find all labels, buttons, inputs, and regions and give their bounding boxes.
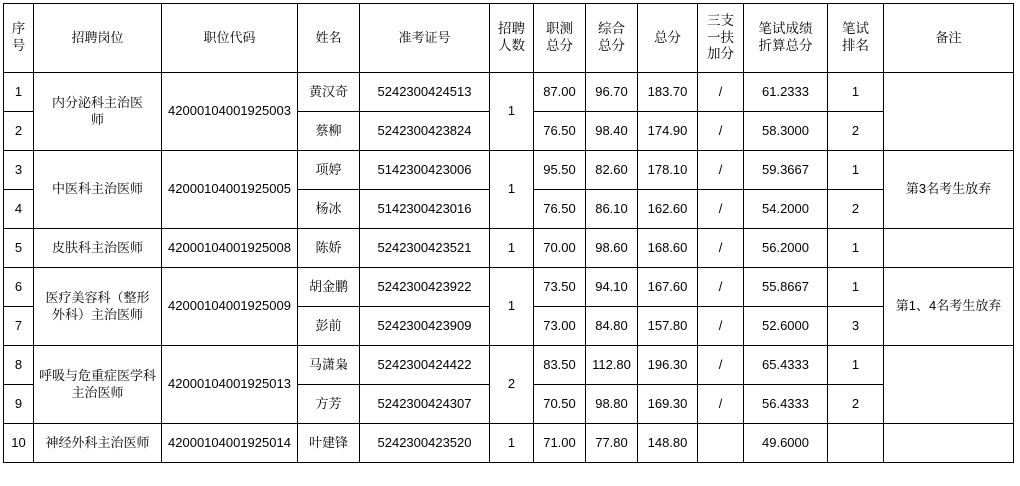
cell-remark bbox=[884, 73, 1014, 151]
cell-seq: 7 bbox=[4, 307, 34, 346]
cell-name: 马潇枭 bbox=[298, 346, 360, 385]
header-post: 招聘岗位 bbox=[34, 4, 162, 73]
cell-seq: 5 bbox=[4, 229, 34, 268]
table-row bbox=[4, 229, 1014, 268]
cell-name: 叶建锋 bbox=[298, 424, 360, 463]
header-rank: 笔试 排名 bbox=[828, 4, 884, 73]
cell-bonus: / bbox=[698, 268, 744, 307]
cell-hire-count: 1 bbox=[490, 73, 534, 151]
cell-bonus: / bbox=[698, 151, 744, 190]
cell-post: 中医科主治医师 bbox=[34, 151, 162, 229]
table-row bbox=[4, 346, 1014, 385]
cell-post: 神经外科主治医师 bbox=[34, 424, 162, 463]
cell-converted: 55.8667 bbox=[744, 268, 828, 307]
cell-zhice: 70.00 bbox=[534, 229, 586, 268]
cell-post: 皮肤科主治医师 bbox=[34, 229, 162, 268]
cell-total: 196.30 bbox=[638, 346, 698, 385]
cell-zhice: 83.50 bbox=[534, 346, 586, 385]
cell-zonghe: 82.60 bbox=[586, 151, 638, 190]
cell-seq: 4 bbox=[4, 190, 34, 229]
header-code: 职位代码 bbox=[162, 4, 298, 73]
header-bonus: 三支 一扶 加分 bbox=[698, 4, 744, 73]
cell-seq: 2 bbox=[4, 112, 34, 151]
cell-zonghe: 98.80 bbox=[586, 385, 638, 424]
cell-zhice: 95.50 bbox=[534, 151, 586, 190]
cell-remark: 第3名考生放弃 bbox=[884, 151, 1014, 229]
cell-ticket: 5242300423521 bbox=[360, 229, 490, 268]
cell-converted: 59.3667 bbox=[744, 151, 828, 190]
header-zhice-total: 职测 总分 bbox=[534, 4, 586, 73]
cell-total: 168.60 bbox=[638, 229, 698, 268]
cell-total: 167.60 bbox=[638, 268, 698, 307]
cell-total: 157.80 bbox=[638, 307, 698, 346]
cell-ticket: 5242300424307 bbox=[360, 385, 490, 424]
cell-seq: 9 bbox=[4, 385, 34, 424]
cell-converted: 52.6000 bbox=[744, 307, 828, 346]
cell-rank: 1 bbox=[828, 73, 884, 112]
cell-converted: 56.2000 bbox=[744, 229, 828, 268]
cell-converted: 49.6000 bbox=[744, 424, 828, 463]
cell-bonus: / bbox=[698, 190, 744, 229]
cell-ticket: 5242300423909 bbox=[360, 307, 490, 346]
cell-total: 174.90 bbox=[638, 112, 698, 151]
cell-name: 陈娇 bbox=[298, 229, 360, 268]
cell-ticket: 5242300424422 bbox=[360, 346, 490, 385]
header-hire-count: 招聘 人数 bbox=[490, 4, 534, 73]
cell-zonghe: 86.10 bbox=[586, 190, 638, 229]
cell-seq: 8 bbox=[4, 346, 34, 385]
cell-seq: 3 bbox=[4, 151, 34, 190]
cell-name: 黄汉奇 bbox=[298, 73, 360, 112]
cell-rank: 1 bbox=[828, 268, 884, 307]
cell-total: 148.80 bbox=[638, 424, 698, 463]
cell-ticket: 5242300423824 bbox=[360, 112, 490, 151]
cell-code: 42000104001925014 bbox=[162, 424, 298, 463]
header-zonghe-total: 综合 总分 bbox=[586, 4, 638, 73]
cell-hire-count: 1 bbox=[490, 151, 534, 229]
header-remark: 备注 bbox=[884, 4, 1014, 73]
cell-bonus: / bbox=[698, 385, 744, 424]
cell-remark bbox=[884, 424, 1014, 463]
cell-ticket: 5242300423520 bbox=[360, 424, 490, 463]
header-converted-total: 笔试成绩 折算总分 bbox=[744, 4, 828, 73]
cell-zhice: 87.00 bbox=[534, 73, 586, 112]
cell-total: 178.10 bbox=[638, 151, 698, 190]
cell-post: 呼吸与危重症医学科 主治医师 bbox=[34, 346, 162, 424]
table-row bbox=[4, 73, 1014, 112]
table-header-row bbox=[4, 4, 1014, 73]
cell-rank: 3 bbox=[828, 307, 884, 346]
cell-hire-count: 2 bbox=[490, 346, 534, 424]
cell-converted: 58.3000 bbox=[744, 112, 828, 151]
cell-ticket: 5142300423016 bbox=[360, 190, 490, 229]
cell-zonghe: 77.80 bbox=[586, 424, 638, 463]
cell-bonus bbox=[698, 424, 744, 463]
cell-remark bbox=[884, 346, 1014, 424]
cell-bonus: / bbox=[698, 346, 744, 385]
cell-ticket: 5242300423922 bbox=[360, 268, 490, 307]
cell-code: 42000104001925005 bbox=[162, 151, 298, 229]
header-total: 总分 bbox=[638, 4, 698, 73]
cell-seq: 10 bbox=[4, 424, 34, 463]
cell-hire-count: 1 bbox=[490, 268, 534, 346]
cell-name: 胡金鹏 bbox=[298, 268, 360, 307]
cell-post: 医疗美容科（整形 外科）主治医师 bbox=[34, 268, 162, 346]
table-row bbox=[4, 424, 1014, 463]
cell-converted: 56.4333 bbox=[744, 385, 828, 424]
cell-bonus: / bbox=[698, 112, 744, 151]
cell-rank: 2 bbox=[828, 112, 884, 151]
cell-zhice: 76.50 bbox=[534, 112, 586, 151]
cell-converted: 65.4333 bbox=[744, 346, 828, 385]
recruitment-results-table bbox=[3, 3, 1014, 463]
cell-hire-count: 1 bbox=[490, 424, 534, 463]
cell-bonus: / bbox=[698, 307, 744, 346]
cell-seq: 1 bbox=[4, 73, 34, 112]
cell-zhice: 71.00 bbox=[534, 424, 586, 463]
cell-code: 42000104001925013 bbox=[162, 346, 298, 424]
cell-zhice: 76.50 bbox=[534, 190, 586, 229]
cell-remark bbox=[884, 229, 1014, 268]
cell-name: 杨冰 bbox=[298, 190, 360, 229]
cell-bonus: / bbox=[698, 229, 744, 268]
cell-rank: 1 bbox=[828, 229, 884, 268]
cell-rank: 2 bbox=[828, 190, 884, 229]
cell-post: 内分泌科主治医 师 bbox=[34, 73, 162, 151]
cell-zhice: 70.50 bbox=[534, 385, 586, 424]
cell-total: 162.60 bbox=[638, 190, 698, 229]
cell-rank: 1 bbox=[828, 151, 884, 190]
cell-code: 42000104001925003 bbox=[162, 73, 298, 151]
cell-seq: 6 bbox=[4, 268, 34, 307]
cell-zhice: 73.50 bbox=[534, 268, 586, 307]
header-name: 姓名 bbox=[298, 4, 360, 73]
cell-remark: 第1、4名考生放弃 bbox=[884, 268, 1014, 346]
cell-converted: 54.2000 bbox=[744, 190, 828, 229]
cell-name: 彭前 bbox=[298, 307, 360, 346]
cell-name: 项婷 bbox=[298, 151, 360, 190]
cell-hire-count: 1 bbox=[490, 229, 534, 268]
cell-zonghe: 98.60 bbox=[586, 229, 638, 268]
cell-zonghe: 98.40 bbox=[586, 112, 638, 151]
cell-zhice: 73.00 bbox=[534, 307, 586, 346]
cell-zonghe: 96.70 bbox=[586, 73, 638, 112]
cell-code: 42000104001925009 bbox=[162, 268, 298, 346]
cell-name: 方芳 bbox=[298, 385, 360, 424]
cell-rank bbox=[828, 424, 884, 463]
header-seq: 序 号 bbox=[4, 4, 34, 73]
cell-zonghe: 112.80 bbox=[586, 346, 638, 385]
cell-rank: 1 bbox=[828, 346, 884, 385]
cell-code: 42000104001925008 bbox=[162, 229, 298, 268]
cell-ticket: 5242300424513 bbox=[360, 73, 490, 112]
cell-total: 169.30 bbox=[638, 385, 698, 424]
cell-name: 蔡柳 bbox=[298, 112, 360, 151]
header-ticket: 准考证号 bbox=[360, 4, 490, 73]
cell-ticket: 5142300423006 bbox=[360, 151, 490, 190]
table-row bbox=[4, 268, 1014, 307]
cell-zonghe: 94.10 bbox=[586, 268, 638, 307]
cell-zonghe: 84.80 bbox=[586, 307, 638, 346]
cell-converted: 61.2333 bbox=[744, 73, 828, 112]
table-row bbox=[4, 151, 1014, 190]
cell-total: 183.70 bbox=[638, 73, 698, 112]
cell-rank: 2 bbox=[828, 385, 884, 424]
cell-bonus: / bbox=[698, 73, 744, 112]
